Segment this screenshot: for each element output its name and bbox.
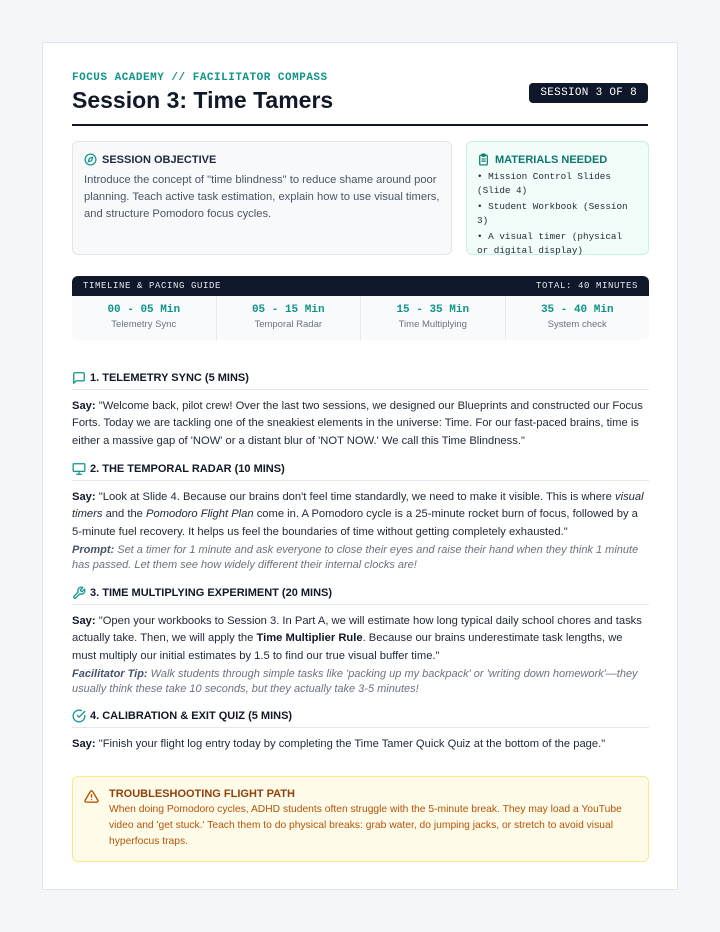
page-title: Session 3: Time Tamers xyxy=(72,87,334,113)
say-text: . Because our brains underestimate task lengths, we must multiply our initial estimates by 1.5 to find our true visual buffer time." xyxy=(72,632,623,662)
facilitator-guide-page xyxy=(42,42,678,890)
say-text: "Open your workbooks to Session 3. In Part A, we will estimate how long typical daily school chores and tasks actually take. Then, we will apply the xyxy=(72,615,642,645)
say-emphasis: visual timers xyxy=(72,491,644,521)
say-label: Say: xyxy=(72,400,96,412)
timeline-segments xyxy=(72,296,649,340)
materials-title: MATERIALS NEEDED xyxy=(495,153,608,166)
section-heading xyxy=(72,462,649,481)
timeline-header xyxy=(72,276,649,296)
section-script xyxy=(72,398,649,450)
session-objective-card xyxy=(72,141,452,255)
timeline-segment xyxy=(506,296,650,340)
troubleshooting-callout xyxy=(72,776,649,862)
note-text: Set a timer for 1 minute and ask everyone to close their eyes and raise their hand when they think 1 minute has passed. Let them see how widely different their internal clocks are! xyxy=(72,543,639,572)
materials-card xyxy=(466,141,649,255)
say-label: Say: xyxy=(72,738,96,750)
section-script xyxy=(72,613,649,665)
note-label: Prompt: xyxy=(72,543,115,556)
segment-label: Temporal Radar xyxy=(254,319,323,330)
materials-item: • Student Workbook (Session 3) xyxy=(477,201,628,226)
materials-item: • Mission Control Slides (Slide 4) xyxy=(477,171,611,196)
say-label: Say: xyxy=(72,491,96,503)
message-square-icon xyxy=(72,371,86,385)
note-text: Walk students through simple tasks like 'packing up my backpack' or 'writing down homework'—they usually think these take 10 seconds, but they actually take 3-5 minutes! xyxy=(72,667,638,696)
timeline-segment xyxy=(217,296,362,340)
troubleshooting-text: When doing Pomodoro cycles, ADHD students often struggle with the 5-minute break. They may load a YouTube video and 'get stuck.' Teach them to do physical breaks: grab water, do jumping jacks, or stretch to avoid visual hyperfocus traps. xyxy=(109,804,622,847)
warning-triangle-icon xyxy=(84,789,99,804)
objective-text: Introduce the concept of "time blindness" to reduce shame around poor planning. Teach active task estimation, explain how to use visual timers, and structure Pomodoro focus cycles. xyxy=(84,174,440,220)
segment-label: Telemetry Sync xyxy=(111,319,177,330)
section-title: 4. CALIBRATION & EXIT QUIZ (5 MINS) xyxy=(90,710,293,722)
segment-time: 35 - 40 Min xyxy=(540,304,614,316)
section-title: 3. TIME MULTIPLYING EXPERIMENT (20 MINS) xyxy=(90,587,333,599)
materials-heading xyxy=(477,153,638,166)
timeline-total: TOTAL: 40 MINUTES xyxy=(535,281,638,291)
section-script xyxy=(72,736,649,753)
segment-time: 05 - 15 Min xyxy=(251,304,325,316)
section-heading xyxy=(72,371,649,390)
segment-time: 15 - 35 Min xyxy=(396,304,470,316)
facilitator-tip xyxy=(72,667,649,698)
objective-title: SESSION OBJECTIVE xyxy=(102,153,217,166)
session-badge: SESSION 3 OF 8 xyxy=(529,83,648,103)
compass-icon xyxy=(84,153,97,166)
section-title: 1. TELEMETRY SYNC (5 MINS) xyxy=(90,372,249,384)
prompt-note xyxy=(72,543,649,574)
say-text: and the xyxy=(102,508,147,521)
section-title: 2. THE TEMPORAL RADAR (10 MINS) xyxy=(90,463,285,475)
say-label: Say: xyxy=(72,615,96,627)
say-text: "Look at Slide 4. Because our brains don't feel time standardly, we need to make it visible. This is where xyxy=(95,491,615,503)
troubleshooting-title: TROUBLESHOOTING FLIGHT PATH xyxy=(109,788,295,800)
say-emphasis: Pomodoro Flight Plan xyxy=(146,508,254,521)
section-time-multiplying xyxy=(72,586,649,697)
segment-time: 00 - 05 Min xyxy=(107,304,181,316)
section-telemetry-sync xyxy=(72,371,649,450)
say-text: "Welcome back, pilot crew! Over the last two sessions, we designed our Blueprints and constructed our Focus Forts. Today we are tackling one of the sneakiest elements in the universe: Time. For our fast-paced brains, time is either a massive gap of 'NOW' or a distant blur of 'NOT NOW.' We call this Time Blindness." xyxy=(72,400,643,447)
section-temporal-radar xyxy=(72,462,649,573)
timeline-pacing-guide xyxy=(72,276,649,340)
section-heading xyxy=(72,709,649,728)
wrench-icon xyxy=(72,586,86,600)
section-heading xyxy=(72,586,649,605)
timeline-title: TIMELINE & PACING GUIDE xyxy=(83,281,222,291)
presentation-icon xyxy=(72,462,86,476)
check-circle-icon xyxy=(72,709,86,723)
segment-label: Time Multiplying xyxy=(398,319,467,330)
objective-heading xyxy=(84,153,440,166)
say-bold: Time Multiplier Rule xyxy=(256,632,363,645)
segment-label: System check xyxy=(547,319,607,330)
say-text: "Finish your flight log entry today by completing the Time Tamer Quick Quiz at the bottom of the page." xyxy=(95,738,606,750)
clipboard-icon xyxy=(477,153,490,166)
timeline-segment xyxy=(361,296,506,340)
timeline-segment xyxy=(72,296,217,340)
section-calibration-quiz xyxy=(72,709,649,753)
say-text: come in. A Pomodoro cycle is a 25-minute rocket burn of focus, followed by a 5-minute fuel recovery. It helps us feel the boundaries of time without getting completely exhausted." xyxy=(72,508,638,538)
note-label: Facilitator Tip: xyxy=(72,667,148,680)
header-kicker: FOCUS ACADEMY // FACILITATOR COMPASS xyxy=(72,72,328,84)
materials-item: • A visual timer (physical or digital display) xyxy=(477,231,623,256)
section-script xyxy=(72,489,649,541)
materials-list xyxy=(477,170,638,257)
header-divider xyxy=(72,124,648,126)
